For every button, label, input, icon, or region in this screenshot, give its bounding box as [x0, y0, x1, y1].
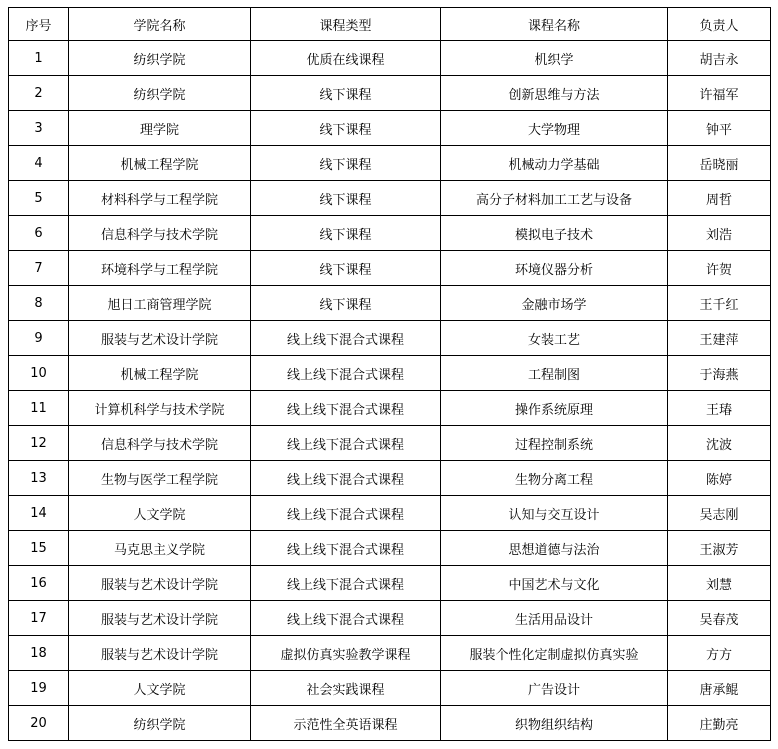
cell-course-name: 织物组织结构	[441, 706, 668, 741]
cell-leader: 王瑃	[668, 391, 771, 426]
cell-no: 1	[9, 41, 69, 76]
cell-leader: 沈波	[668, 426, 771, 461]
cell-leader: 吴志刚	[668, 496, 771, 531]
cell-course-type: 线上线下混合式课程	[251, 426, 441, 461]
table-row	[9, 76, 771, 111]
cell-no: 16	[9, 566, 69, 601]
cell-course-name: 女装工艺	[441, 321, 668, 356]
cell-no: 7	[9, 251, 69, 286]
cell-course-name: 中国艺术与文化	[441, 566, 668, 601]
cell-no: 17	[9, 601, 69, 636]
cell-no: 9	[9, 321, 69, 356]
cell-college: 计算机科学与技术学院	[69, 391, 251, 426]
cell-course-name: 广告设计	[441, 671, 668, 706]
table-row	[9, 496, 771, 531]
cell-course-name: 大学物理	[441, 111, 668, 146]
cell-college: 环境科学与工程学院	[69, 251, 251, 286]
cell-no: 10	[9, 356, 69, 391]
cell-no: 20	[9, 706, 69, 741]
cell-course-type: 线下课程	[251, 111, 441, 146]
cell-course-name: 模拟电子技术	[441, 216, 668, 251]
cell-course-type: 社会实践课程	[251, 671, 441, 706]
cell-no: 3	[9, 111, 69, 146]
table-row	[9, 146, 771, 181]
table-header	[9, 8, 771, 41]
cell-college: 材料科学与工程学院	[69, 181, 251, 216]
table-row	[9, 601, 771, 636]
cell-college: 纺织学院	[69, 41, 251, 76]
cell-leader: 陈婷	[668, 461, 771, 496]
table-row	[9, 706, 771, 741]
cell-college: 服装与艺术设计学院	[69, 636, 251, 671]
cell-leader: 王建萍	[668, 321, 771, 356]
cell-leader: 王千红	[668, 286, 771, 321]
cell-college: 服装与艺术设计学院	[69, 601, 251, 636]
cell-leader: 方方	[668, 636, 771, 671]
cell-college: 生物与医学工程学院	[69, 461, 251, 496]
cell-college: 人文学院	[69, 496, 251, 531]
cell-course-type: 线上线下混合式课程	[251, 461, 441, 496]
table-row	[9, 251, 771, 286]
cell-no: 6	[9, 216, 69, 251]
cell-course-type: 线上线下混合式课程	[251, 321, 441, 356]
table-row	[9, 41, 771, 76]
header-cell-no: 序号	[9, 8, 69, 41]
table-row	[9, 286, 771, 321]
course-table	[8, 7, 771, 741]
header-row	[9, 8, 771, 41]
cell-leader: 周哲	[668, 181, 771, 216]
table-row	[9, 671, 771, 706]
cell-course-name: 高分子材料加工工艺与设备	[441, 181, 668, 216]
table-row	[9, 321, 771, 356]
cell-college: 人文学院	[69, 671, 251, 706]
cell-course-type: 线下课程	[251, 251, 441, 286]
cell-course-type: 线下课程	[251, 146, 441, 181]
cell-college: 机械工程学院	[69, 356, 251, 391]
cell-course-name: 环境仪器分析	[441, 251, 668, 286]
cell-college: 服装与艺术设计学院	[69, 321, 251, 356]
cell-leader: 钟平	[668, 111, 771, 146]
cell-course-name: 服装个性化定制虚拟仿真实验	[441, 636, 668, 671]
header-cell-course-type: 课程类型	[251, 8, 441, 41]
cell-college: 纺织学院	[69, 76, 251, 111]
cell-leader: 庄勤亮	[668, 706, 771, 741]
cell-college: 信息科学与技术学院	[69, 216, 251, 251]
table-row	[9, 461, 771, 496]
cell-course-type: 虚拟仿真实验教学课程	[251, 636, 441, 671]
cell-no: 15	[9, 531, 69, 566]
cell-college: 纺织学院	[69, 706, 251, 741]
cell-no: 4	[9, 146, 69, 181]
table-body	[9, 41, 771, 741]
cell-course-name: 过程控制系统	[441, 426, 668, 461]
cell-no: 2	[9, 76, 69, 111]
cell-course-type: 线下课程	[251, 76, 441, 111]
cell-course-name: 生物分离工程	[441, 461, 668, 496]
cell-leader: 岳晓丽	[668, 146, 771, 181]
header-cell-college: 学院名称	[69, 8, 251, 41]
cell-course-name: 操作系统原理	[441, 391, 668, 426]
cell-leader: 王淑芳	[668, 531, 771, 566]
cell-course-name: 认知与交互设计	[441, 496, 668, 531]
cell-no: 19	[9, 671, 69, 706]
cell-course-type: 线下课程	[251, 286, 441, 321]
cell-college: 旭日工商管理学院	[69, 286, 251, 321]
cell-no: 18	[9, 636, 69, 671]
cell-course-type: 优质在线课程	[251, 41, 441, 76]
cell-no: 5	[9, 181, 69, 216]
table-row	[9, 426, 771, 461]
cell-college: 机械工程学院	[69, 146, 251, 181]
cell-course-type: 线上线下混合式课程	[251, 391, 441, 426]
table-row	[9, 356, 771, 391]
cell-leader: 刘浩	[668, 216, 771, 251]
cell-course-name: 思想道德与法治	[441, 531, 668, 566]
cell-course-type: 线上线下混合式课程	[251, 566, 441, 601]
cell-no: 11	[9, 391, 69, 426]
cell-course-type: 线上线下混合式课程	[251, 496, 441, 531]
table-row	[9, 391, 771, 426]
cell-course-name: 生活用品设计	[441, 601, 668, 636]
cell-no: 14	[9, 496, 69, 531]
cell-college: 服装与艺术设计学院	[69, 566, 251, 601]
cell-leader: 刘慧	[668, 566, 771, 601]
cell-course-type: 线下课程	[251, 181, 441, 216]
cell-course-type: 示范性全英语课程	[251, 706, 441, 741]
header-cell-course-name: 课程名称	[441, 8, 668, 41]
header-cell-leader: 负责人	[668, 8, 771, 41]
cell-course-name: 工程制图	[441, 356, 668, 391]
table-row	[9, 566, 771, 601]
table-row	[9, 111, 771, 146]
cell-course-type: 线上线下混合式课程	[251, 601, 441, 636]
table-row	[9, 216, 771, 251]
table-row	[9, 181, 771, 216]
cell-college: 信息科学与技术学院	[69, 426, 251, 461]
cell-course-name: 机织学	[441, 41, 668, 76]
cell-no: 8	[9, 286, 69, 321]
cell-course-name: 创新思维与方法	[441, 76, 668, 111]
cell-college: 理学院	[69, 111, 251, 146]
cell-leader: 于海燕	[668, 356, 771, 391]
cell-no: 13	[9, 461, 69, 496]
table-row	[9, 531, 771, 566]
cell-course-type: 线上线下混合式课程	[251, 531, 441, 566]
cell-course-type: 线下课程	[251, 216, 441, 251]
cell-college: 马克思主义学院	[69, 531, 251, 566]
cell-course-name: 金融市场学	[441, 286, 668, 321]
cell-no: 12	[9, 426, 69, 461]
cell-course-name: 机械动力学基础	[441, 146, 668, 181]
table-row	[9, 636, 771, 671]
cell-leader: 胡吉永	[668, 41, 771, 76]
cell-leader: 许福军	[668, 76, 771, 111]
cell-leader: 吴春茂	[668, 601, 771, 636]
cell-course-type: 线上线下混合式课程	[251, 356, 441, 391]
cell-leader: 唐承鲲	[668, 671, 771, 706]
cell-leader: 许贺	[668, 251, 771, 286]
